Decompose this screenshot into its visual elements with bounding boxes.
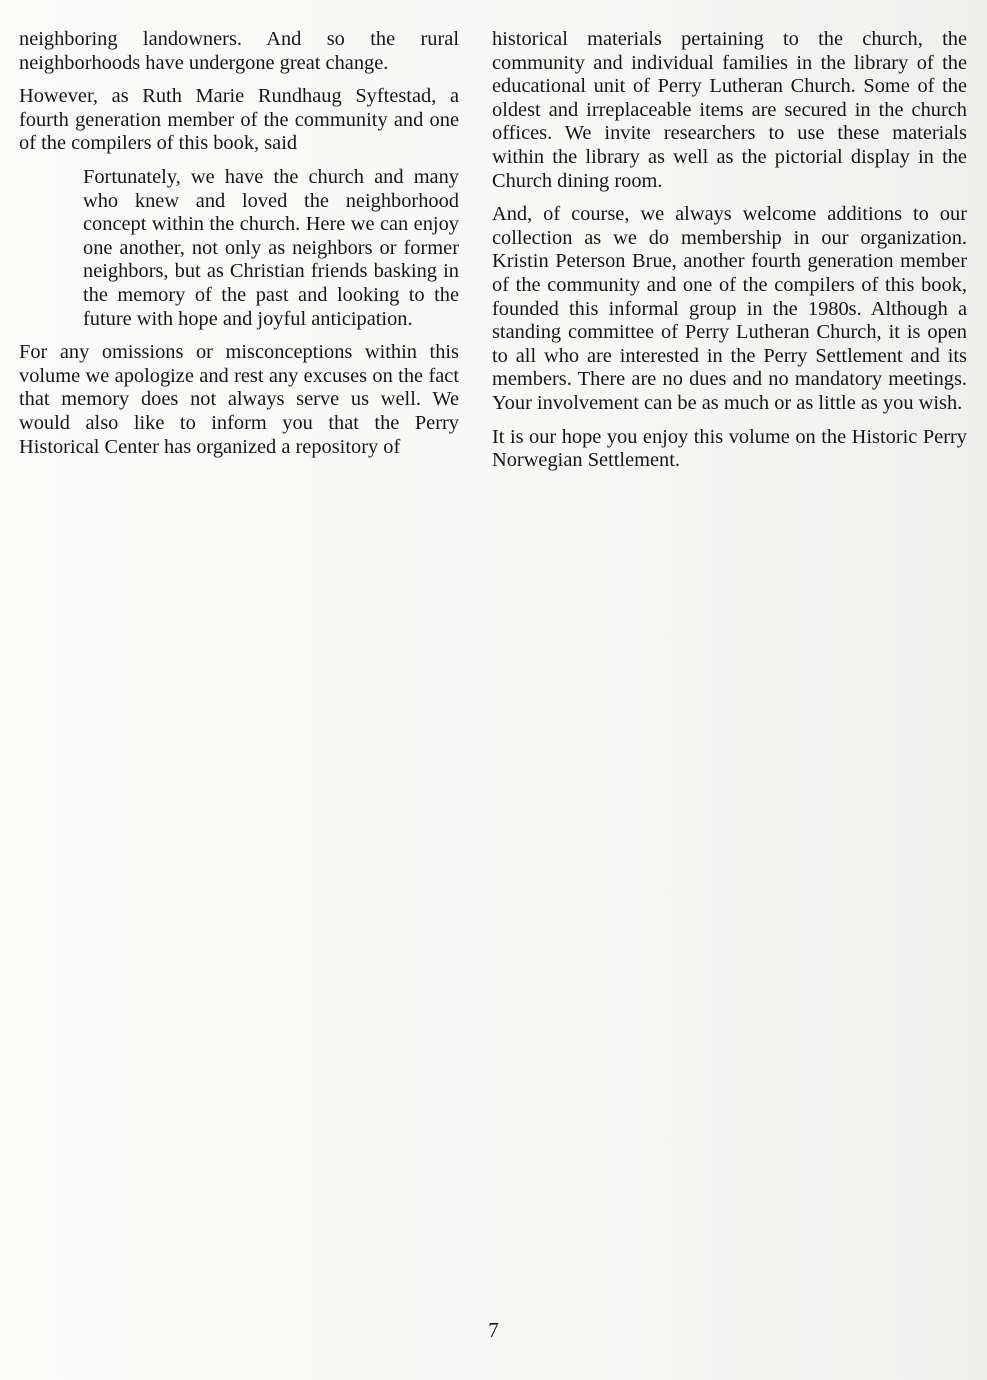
right-column bbox=[492, 28, 967, 483]
paragraph-neighborhoods: neighboring landowners. And so the rural neighborhoods have undergone great change. bbox=[19, 28, 459, 74]
paragraph-closing: It is our hope you enjoy this volume on the Historic Perry Norwegian Settlement. bbox=[492, 425, 967, 472]
paragraph-historical-materials: historical materials pertaining to the church, the community and individual families in the library of the educational unit of Perry Lutheran Church. Some of the oldest and irreplaceable items are secured in the church offices. We invite researchers to use these materials within the library as well as the pictorial display in the Church dining room. bbox=[492, 28, 967, 192]
paragraph-syftestad-intro: However, as Ruth Marie Rundhaug Syftestad, a fourth generation member of the community and one of the compilers of this book, said bbox=[19, 85, 459, 155]
left-column bbox=[19, 28, 459, 469]
block-quote: Fortunately, we have the church and many who knew and loved the neighborhood concept within the church. Here we can enjoy one another, not only as neighbors or former neighbors, but as Christian friends basking in the memory of the past and looking to the future with hope and joyful anticipation. bbox=[83, 165, 459, 330]
page-number: 7 bbox=[488, 1318, 499, 1342]
paragraph-omissions: For any omissions or misconceptions within this volume we apologize and rest any excuses on the fact that memory does not always serve us well. We would also like to inform you that the Perry Historical Center has organized a repository of bbox=[19, 341, 459, 458]
paragraph-collection: And, of course, we always welcome additions to our collection as we do membership in our organization. Kristin Peterson Brue, another fourth generation member of the community and one of the compilers of this book, founded this informal group in the 1980s. Although a standing committee of Perry Lutheran Church, it is open to all who are interested in the Perry Settlement and its members. There are no dues and no mandatory meetings. Your involvement can be as much or as little as you wish. bbox=[492, 203, 967, 414]
